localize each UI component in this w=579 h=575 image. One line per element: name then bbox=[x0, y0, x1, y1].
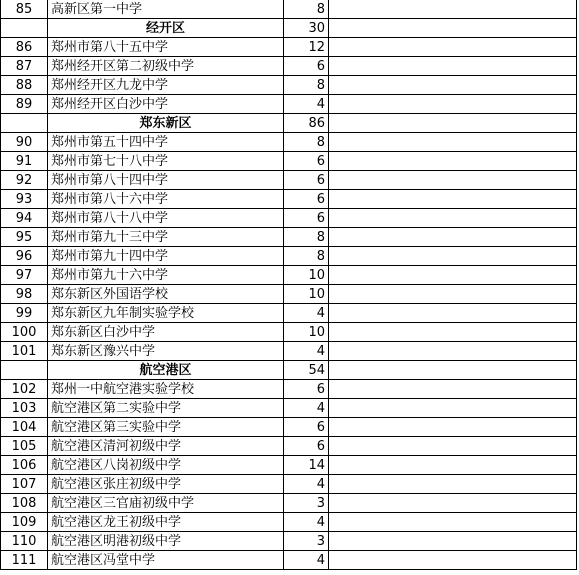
row-index-cell[interactable]: 89 bbox=[1, 95, 48, 114]
empty-cell[interactable] bbox=[329, 361, 577, 380]
empty-cell[interactable] bbox=[329, 551, 577, 570]
empty-cell[interactable] bbox=[329, 285, 577, 304]
table-body bbox=[1, 0, 577, 570]
row-index-cell[interactable]: 98 bbox=[1, 285, 48, 304]
table-row bbox=[1, 418, 577, 437]
table-row bbox=[1, 342, 577, 361]
school-name-cell[interactable]: 郑东新区九年制实验学校 bbox=[48, 304, 284, 323]
table-row bbox=[1, 0, 577, 19]
table-row bbox=[1, 247, 577, 266]
row-index-cell[interactable]: 99 bbox=[1, 304, 48, 323]
empty-cell[interactable] bbox=[329, 152, 577, 171]
row-index-cell[interactable]: 105 bbox=[1, 437, 48, 456]
empty-cell[interactable] bbox=[329, 380, 577, 399]
quota-count-cell[interactable]: 4 bbox=[284, 551, 329, 570]
school-name-cell[interactable]: 郑州经开区白沙中学 bbox=[48, 95, 284, 114]
quota-count-cell[interactable]: 6 bbox=[284, 57, 329, 76]
empty-cell[interactable] bbox=[329, 95, 577, 114]
empty-cell[interactable] bbox=[329, 114, 577, 133]
empty-cell[interactable] bbox=[329, 456, 577, 475]
quota-count-cell[interactable]: 6 bbox=[284, 190, 329, 209]
row-index-cell[interactable]: 91 bbox=[1, 152, 48, 171]
school-name-cell[interactable]: 郑州市第八十四中学 bbox=[48, 171, 284, 190]
school-name-cell[interactable]: 郑州市第九十六中学 bbox=[48, 266, 284, 285]
school-name-cell[interactable]: 航空港区明港初级中学 bbox=[48, 532, 284, 551]
row-index-cell[interactable]: 101 bbox=[1, 342, 48, 361]
table-row bbox=[1, 95, 577, 114]
school-name-cell[interactable]: 郑州经开区第二初级中学 bbox=[48, 57, 284, 76]
empty-cell[interactable] bbox=[329, 57, 577, 76]
school-name-cell[interactable]: 郑州市第八十六中学 bbox=[48, 190, 284, 209]
empty-cell[interactable] bbox=[329, 171, 577, 190]
row-index-cell[interactable]: 111 bbox=[1, 551, 48, 570]
quota-count-cell[interactable]: 4 bbox=[284, 95, 329, 114]
empty-cell[interactable] bbox=[329, 0, 577, 19]
empty-cell[interactable] bbox=[329, 247, 577, 266]
empty-cell[interactable] bbox=[329, 209, 577, 228]
row-index-cell[interactable] bbox=[1, 361, 48, 380]
school-name-cell[interactable]: 郑州市第八十八中学 bbox=[48, 209, 284, 228]
table-row bbox=[1, 380, 577, 399]
table-row bbox=[1, 475, 577, 494]
table-row bbox=[1, 399, 577, 418]
school-name-cell[interactable]: 航空港区张庄初级中学 bbox=[48, 475, 284, 494]
row-index-cell[interactable]: 97 bbox=[1, 266, 48, 285]
empty-cell[interactable] bbox=[329, 399, 577, 418]
row-index-cell[interactable]: 92 bbox=[1, 171, 48, 190]
empty-cell[interactable] bbox=[329, 532, 577, 551]
district-total-cell[interactable]: 86 bbox=[284, 114, 329, 133]
school-name-cell[interactable]: 航空港区第二实验中学 bbox=[48, 399, 284, 418]
table-row bbox=[1, 228, 577, 247]
row-index-cell[interactable]: 102 bbox=[1, 380, 48, 399]
empty-cell[interactable] bbox=[329, 133, 577, 152]
quota-count-cell[interactable]: 10 bbox=[284, 266, 329, 285]
school-name-cell[interactable]: 郑州市第五十四中学 bbox=[48, 133, 284, 152]
table-row bbox=[1, 456, 577, 475]
table-row bbox=[1, 171, 577, 190]
district-header-row bbox=[1, 114, 577, 133]
empty-cell[interactable] bbox=[329, 437, 577, 456]
school-name-cell[interactable]: 航空港区三官庙初级中学 bbox=[48, 494, 284, 513]
school-name-cell[interactable]: 郑东新区豫兴中学 bbox=[48, 342, 284, 361]
table-row bbox=[1, 532, 577, 551]
school-name-cell[interactable]: 航空港区龙王初级中学 bbox=[48, 513, 284, 532]
row-index-cell[interactable]: 106 bbox=[1, 456, 48, 475]
table-row bbox=[1, 209, 577, 228]
row-index-cell[interactable]: 100 bbox=[1, 323, 48, 342]
row-index-cell[interactable]: 86 bbox=[1, 38, 48, 57]
table-row bbox=[1, 437, 577, 456]
quota-count-cell[interactable]: 6 bbox=[284, 152, 329, 171]
quota-count-cell[interactable]: 3 bbox=[284, 494, 329, 513]
empty-cell[interactable] bbox=[329, 228, 577, 247]
row-index-cell[interactable]: 107 bbox=[1, 475, 48, 494]
district-total-cell[interactable]: 30 bbox=[284, 19, 329, 38]
table-row bbox=[1, 57, 577, 76]
empty-cell[interactable] bbox=[329, 323, 577, 342]
table-row bbox=[1, 513, 577, 532]
school-name-cell[interactable]: 郑州市第七十八中学 bbox=[48, 152, 284, 171]
table-row bbox=[1, 76, 577, 95]
empty-cell[interactable] bbox=[329, 76, 577, 95]
school-name-cell[interactable]: 航空港区第三实验中学 bbox=[48, 418, 284, 437]
quota-count-cell[interactable]: 14 bbox=[284, 456, 329, 475]
empty-cell[interactable] bbox=[329, 19, 577, 38]
quota-count-cell[interactable]: 6 bbox=[284, 209, 329, 228]
quota-count-cell[interactable]: 3 bbox=[284, 532, 329, 551]
row-index-cell[interactable]: 93 bbox=[1, 190, 48, 209]
district-header-row bbox=[1, 19, 577, 38]
quota-count-cell[interactable]: 8 bbox=[284, 76, 329, 95]
quota-count-cell[interactable]: 8 bbox=[284, 247, 329, 266]
school-name-cell[interactable]: 航空港区八岗初级中学 bbox=[48, 456, 284, 475]
row-index-cell[interactable]: 88 bbox=[1, 76, 48, 95]
row-index-cell[interactable]: 96 bbox=[1, 247, 48, 266]
quota-count-cell[interactable]: 4 bbox=[284, 342, 329, 361]
row-index-cell[interactable]: 104 bbox=[1, 418, 48, 437]
school-name-cell[interactable]: 郑州市第八十五中学 bbox=[48, 38, 284, 57]
school-name-cell[interactable]: 郑东新区白沙中学 bbox=[48, 323, 284, 342]
quota-count-cell[interactable]: 4 bbox=[284, 399, 329, 418]
empty-cell[interactable] bbox=[329, 475, 577, 494]
quota-count-cell[interactable]: 8 bbox=[284, 133, 329, 152]
quota-count-cell[interactable]: 6 bbox=[284, 171, 329, 190]
table-row bbox=[1, 551, 577, 570]
school-name-cell[interactable]: 高新区第一中学 bbox=[48, 0, 284, 19]
empty-cell[interactable] bbox=[329, 418, 577, 437]
table-row bbox=[1, 494, 577, 513]
district-name-cell[interactable]: 经开区 bbox=[48, 19, 284, 38]
row-index-cell[interactable]: 90 bbox=[1, 133, 48, 152]
row-index-cell[interactable]: 85 bbox=[1, 0, 48, 19]
empty-cell[interactable] bbox=[329, 266, 577, 285]
row-index-cell[interactable]: 103 bbox=[1, 399, 48, 418]
empty-cell[interactable] bbox=[329, 513, 577, 532]
table-row bbox=[1, 38, 577, 57]
empty-cell[interactable] bbox=[329, 190, 577, 209]
empty-cell[interactable] bbox=[329, 342, 577, 361]
quota-count-cell[interactable]: 10 bbox=[284, 285, 329, 304]
district-name-cell[interactable]: 航空港区 bbox=[48, 361, 284, 380]
empty-cell[interactable] bbox=[329, 304, 577, 323]
district-header-row bbox=[1, 361, 577, 380]
district-name-cell[interactable]: 郑东新区 bbox=[48, 114, 284, 133]
quota-count-cell[interactable]: 8 bbox=[284, 228, 329, 247]
quota-count-cell[interactable]: 4 bbox=[284, 475, 329, 494]
quota-count-cell[interactable]: 6 bbox=[284, 437, 329, 456]
table-row bbox=[1, 133, 577, 152]
row-index-cell[interactable]: 108 bbox=[1, 494, 48, 513]
quota-count-cell[interactable]: 10 bbox=[284, 323, 329, 342]
quota-count-cell[interactable]: 6 bbox=[284, 418, 329, 437]
row-index-cell[interactable]: 109 bbox=[1, 513, 48, 532]
row-index-cell[interactable] bbox=[1, 19, 48, 38]
empty-cell[interactable] bbox=[329, 38, 577, 57]
table-row bbox=[1, 190, 577, 209]
row-index-cell[interactable]: 87 bbox=[1, 57, 48, 76]
row-index-cell[interactable]: 94 bbox=[1, 209, 48, 228]
table-row bbox=[1, 285, 577, 304]
quota-count-cell[interactable]: 4 bbox=[284, 513, 329, 532]
school-name-cell[interactable]: 郑东新区外国语学校 bbox=[48, 285, 284, 304]
table-row bbox=[1, 304, 577, 323]
empty-cell[interactable] bbox=[329, 494, 577, 513]
school-name-cell[interactable]: 郑州市第九十三中学 bbox=[48, 228, 284, 247]
row-index-cell[interactable] bbox=[1, 114, 48, 133]
row-index-cell[interactable]: 110 bbox=[1, 532, 48, 551]
school-name-cell[interactable]: 郑州市第九十四中学 bbox=[48, 247, 284, 266]
school-name-cell[interactable]: 航空港区清河初级中学 bbox=[48, 437, 284, 456]
school-name-cell[interactable]: 航空港区冯堂中学 bbox=[48, 551, 284, 570]
quota-count-cell[interactable]: 12 bbox=[284, 38, 329, 57]
table-row bbox=[1, 266, 577, 285]
district-total-cell[interactable]: 54 bbox=[284, 361, 329, 380]
row-index-cell[interactable]: 95 bbox=[1, 228, 48, 247]
table-row bbox=[1, 323, 577, 342]
school-name-cell[interactable]: 郑州经开区九龙中学 bbox=[48, 76, 284, 95]
quota-count-cell[interactable]: 4 bbox=[284, 304, 329, 323]
table-row bbox=[1, 152, 577, 171]
quota-count-cell[interactable]: 8 bbox=[284, 0, 329, 19]
quota-count-cell[interactable]: 6 bbox=[284, 380, 329, 399]
school-name-cell[interactable]: 郑州一中航空港实验学校 bbox=[48, 380, 284, 399]
